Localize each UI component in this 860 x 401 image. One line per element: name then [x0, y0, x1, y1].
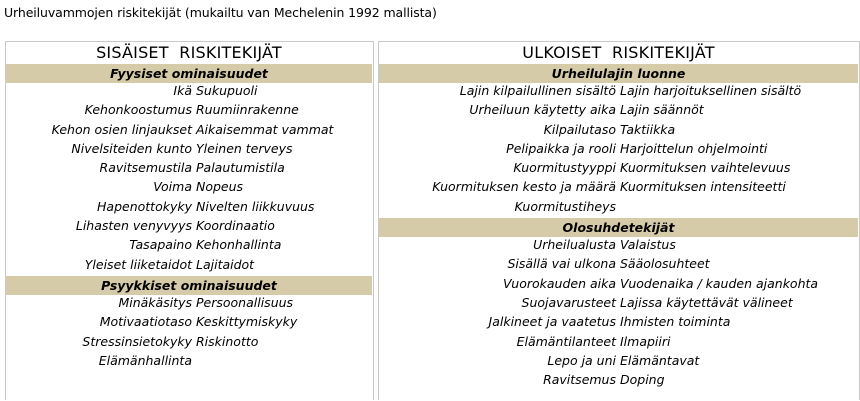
factor-left: Kuormituksen kesto ja määrä: [432, 179, 616, 195]
factor-right: Ruumiinrakenne: [196, 102, 299, 118]
factor-left: Urheiluun käytetty aika: [469, 102, 616, 118]
factor-left: Suojavarusteet: [521, 294, 616, 310]
factor-right: Aikaisemmat vammat: [196, 121, 334, 137]
factor-right: Doping: [620, 372, 665, 388]
factor-row: [6, 160, 372, 179]
factor-left: Kilpailutaso: [543, 121, 616, 137]
external-risk-factors-panel: [379, 41, 858, 391]
factor-row: [379, 256, 858, 275]
factor-row: [6, 141, 372, 160]
factor-right: Kuormituksen intensiteetti: [620, 179, 786, 195]
factor-right: Valaistus: [620, 237, 676, 253]
factor-right: Vuodenaika / kauden ajankohta: [620, 275, 819, 291]
internal-risk-factors-header: SISÄISET RISKITEKIJÄT: [96, 43, 282, 62]
section-band: Fyysiset ominaisuudet: [6, 64, 372, 83]
factor-right: Taktiikka: [620, 121, 676, 137]
factor-left: Urheilualusta: [533, 237, 616, 253]
factor-left: Nivelsiteiden kunto: [71, 140, 192, 156]
factor-row: [6, 237, 372, 256]
left-sections: [6, 64, 372, 372]
factor-right: Ihmisten toiminta: [620, 314, 731, 330]
factor-right: Sukupuoli: [196, 83, 258, 98]
factor-row: [379, 334, 858, 353]
factor-left: Tasapaino: [129, 237, 192, 253]
factor-row: [6, 199, 372, 218]
factor-left: Vuorokauden aika: [502, 275, 616, 291]
internal-risk-factors-panel: [6, 41, 372, 372]
factor-left: Ravitsemus: [543, 372, 616, 388]
factor-row: [379, 141, 858, 160]
factor-row: [379, 237, 858, 256]
right-sections: [379, 64, 858, 391]
factor-right: Lajissa käytettävät välineet: [620, 294, 793, 310]
factor-left: Yleiset liiketaidot: [84, 256, 192, 272]
factor-right: Palautumistila: [196, 160, 285, 176]
factor-left: Kehon osien linjaukset: [51, 121, 192, 137]
factor-right: Riskinotto: [196, 333, 259, 349]
factor-left: Motivaatiotaso: [99, 314, 192, 330]
document-title: Urheiluvammojen riskitekijät (mukailtu van Mechelenin 1992 mallista): [4, 5, 437, 20]
factor-row: [6, 334, 372, 353]
factor-row: [379, 372, 858, 391]
factor-right: Nopeus: [196, 179, 244, 195]
section-band: Urheilulajin luonne: [379, 64, 858, 83]
factor-left: Lajin kilpailullinen sisältö: [459, 83, 616, 98]
factor-right: Harjoittelun ohjelmointi: [620, 140, 768, 156]
factor-left: Voima: [153, 179, 192, 195]
factor-row: [6, 218, 372, 237]
factor-right: Sääolosuhteet: [620, 256, 710, 272]
factor-left: Sisällä vai ulkona: [507, 256, 616, 272]
factor-row: [379, 314, 858, 333]
factor-row: [6, 257, 372, 276]
factor-right: Nivelten liikkuvuus: [196, 198, 315, 214]
external-risk-factors-header: ULKOISET RISKITEKIJÄT: [522, 43, 715, 62]
factor-left: Lepo ja uni: [547, 352, 616, 368]
factor-row: [379, 122, 858, 141]
factor-right: Ilmapiiri: [620, 333, 671, 349]
section-band: Olosuhdetekijät: [379, 218, 858, 237]
factor-row: [6, 314, 372, 333]
factor-row: [379, 353, 858, 372]
factor-row: [6, 295, 372, 314]
factor-right: Koordinaatio: [196, 218, 275, 234]
factor-row: [379, 179, 858, 198]
factor-right: Lajin säännöt: [620, 102, 704, 118]
factor-left: Jalkineet ja vaatetus: [488, 314, 616, 330]
factor-row: [379, 83, 858, 102]
factor-left: Ravitsemustila: [99, 160, 192, 176]
factor-left: Ikä: [173, 83, 192, 98]
factor-row: [379, 160, 858, 179]
factor-row: [6, 122, 372, 141]
factor-right: Persoonallisuus: [196, 294, 294, 310]
factor-left: Minäkäsitys: [118, 294, 192, 310]
factor-right: Yleinen terveys: [196, 140, 293, 156]
factor-left: Lihasten venyvyys: [75, 218, 192, 234]
factor-left: Kuormitustiheys: [514, 198, 616, 214]
factor-row: [6, 179, 372, 198]
factor-right: Lajitaidot: [196, 256, 255, 272]
factor-row: [379, 199, 858, 218]
factor-left: Elämäntilanteet: [516, 333, 616, 349]
factor-row: [379, 102, 858, 121]
factor-right: Elämäntavat: [620, 352, 700, 368]
section-band: Psyykkiset ominaisuudet: [6, 276, 372, 295]
factor-left: Kehonkoostumus: [84, 102, 192, 118]
factor-row: [6, 353, 372, 372]
factor-row: [379, 295, 858, 314]
factor-left: Hapenottokyky: [97, 198, 192, 214]
factor-right: Kuormituksen vaihtelevuus: [620, 160, 791, 176]
factor-row: [6, 102, 372, 121]
factor-left: Kuormitustyyppi: [513, 160, 616, 176]
factor-row: [379, 276, 858, 295]
factor-left: Elämänhallinta: [98, 352, 192, 368]
factor-right: Lajin harjoituksellinen sisältö: [620, 83, 802, 98]
factor-left: Pelipaikka ja rooli: [506, 140, 616, 156]
factor-row: [6, 83, 372, 102]
factor-left: Stressinsietokyky: [82, 333, 192, 349]
factor-right: Kehonhallinta: [196, 237, 282, 253]
factor-right: Keskittymiskyky: [196, 314, 298, 330]
